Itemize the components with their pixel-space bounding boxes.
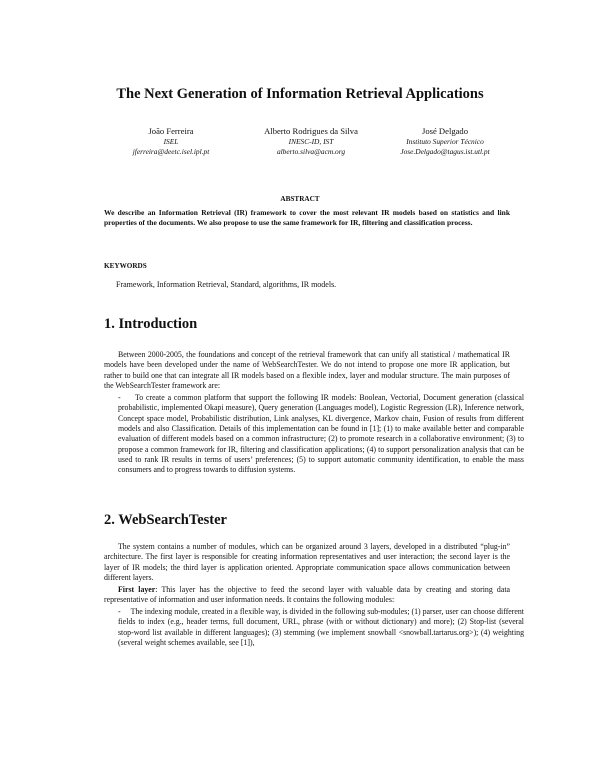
abstract-heading: ABSTRACT [280, 195, 320, 203]
indexing-module-text: The indexing module, created in a flexible way, is divided in the following sub-modules; (1) parser, user can choose different fields to index (e.g., header terms, full document, URL, phrase (with or without dictionary) and more); (2) Stop-list (several stop-word list available in different languages); (3) stemming (we implement snowball <snowball.tartarus.org>); (4) weighting (several weight schemes available, see [1]), [118, 607, 524, 648]
intro-paragraph-2 [104, 393, 524, 476]
author-email: Jose.Delgado@tagus.ist.utl.pt [400, 147, 490, 156]
author-name: João Ferreira [148, 126, 194, 136]
author-affiliation: ISEL [163, 136, 179, 146]
section2-paragraph-1: The system contains a number of modules, which can be organized around 3 layers, developed in a distributed “plug-in” architecture. The first layer is responsible for creating information representatives and user interaction; the second layer is the layer of IR models; the third layer is application oriented. Appropriate communication space allows communication between different layers. [104, 542, 510, 583]
section-heading-websearchtester: 2. WebSearchTester [104, 512, 227, 528]
first-layer-text: : This layer has the objective to feed the second layer with valuable data by creating and storing data representative of information and user information needs. It contains the following modules: [104, 585, 510, 605]
author-affiliation: Instituto Superior Técnico [406, 136, 484, 146]
first-layer-runin: First layer [118, 585, 156, 594]
section2-paragraph-3 [104, 607, 524, 648]
keywords-text: Framework, Information Retrieval, Standard, algorithms, IR models. [116, 280, 337, 289]
list-dash: - [118, 393, 121, 402]
section2-paragraph-2 [104, 585, 510, 606]
author-name: Alberto Rodrigues da Silva [264, 126, 358, 136]
intro-paragraph-1: Between 2000-2005, the foundations and concept of the retrieval framework that can unify all statistical / mathematical IR models have been developed under the name of WebSearchTester. We do not intend to propose one more IR application, but rather to build one that can integrate all IR models based on a flexible index, layer and modular structure. The main purposes of the WebSearchTester framework are: [104, 350, 510, 391]
paper-title: The Next Generation of Information Retrieval Applications [116, 86, 484, 102]
intro-list-item-text: To create a common platform that support the following IR models: Boolean, Vectorial, Document generation (classical probabilistic, implemented Okapi measure), Query generation (Languages model), Logistic Regression (LR), Inference network, Concept space model, Probabilistic distribution, Link analyses, KL divergence, Markov chain, Fusion of results from different models and also Classification. Details of this implementation can be found in [1]; (1) to make available better and comparable evaluation of different models based on a common infrastructure; (2) to promote research in a collaborative environment; (3) to propose a common framework for IR, filtering and classification applications; (4) to support personalization analysis that can be used to rank IR results in terms of users’ preferences; (5) to support automatic community identification, to enable the mass consumers and to progress towards to diffusion systems. [118, 393, 524, 475]
author-block-2 [236, 126, 386, 158]
keywords-heading: KEYWORDS [104, 262, 147, 270]
author-affiliation: INESC-ID, IST [288, 136, 334, 146]
author-email: jferreira@deetc.isel.ipl.pt [132, 147, 210, 156]
abstract-text: We describe an Information Retrieval (IR) framework to cover the most relevant IR models based on statistics and link properties of the documents. We also propose to use the same framework for IR, filtering and classification process. [104, 208, 510, 228]
author-email: alberto.silva@acm.org [276, 147, 346, 156]
author-name: José Delgado [421, 126, 469, 136]
author-block-1 [96, 126, 246, 158]
author-block-3 [370, 126, 520, 158]
list-dash: - [118, 607, 121, 616]
section-heading-introduction: 1. Introduction [104, 316, 198, 332]
